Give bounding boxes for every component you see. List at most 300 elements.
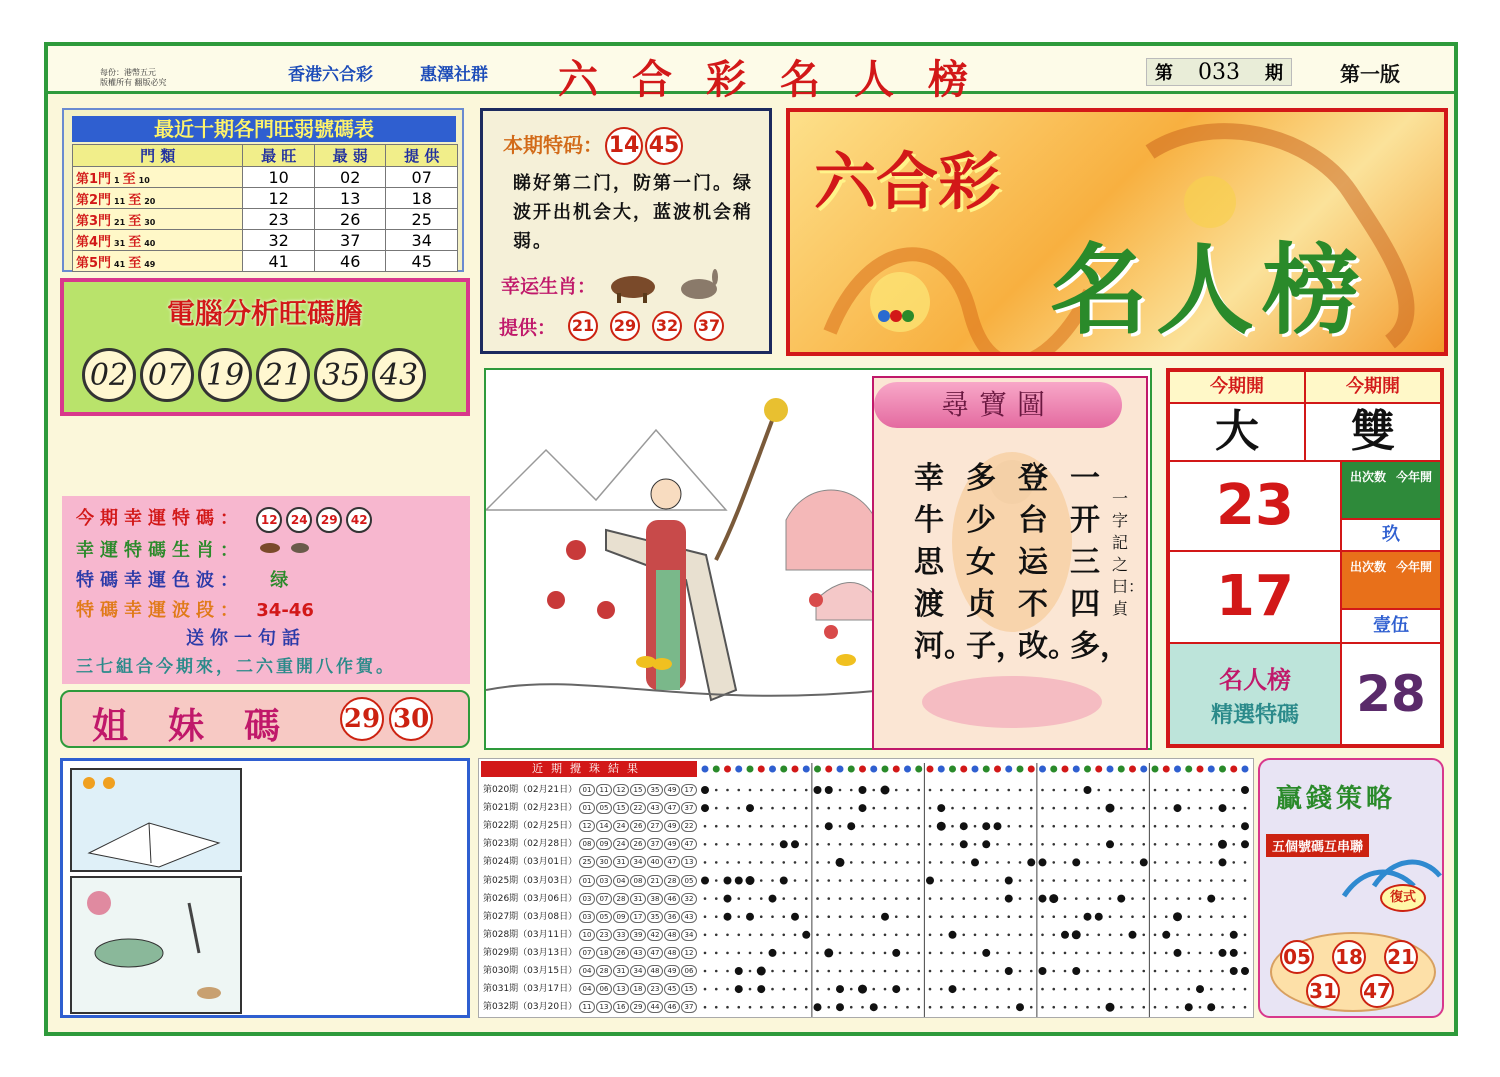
empty-number-marker [985, 1006, 988, 1009]
draw-number: 49 [664, 838, 680, 850]
number-ball: 32 [652, 311, 682, 341]
empty-number-marker [1030, 897, 1033, 900]
drawn-number-marker [1084, 913, 1092, 921]
empty-number-marker [1019, 970, 1022, 973]
draw-number: 04 [579, 983, 595, 995]
empty-number-marker [782, 988, 785, 991]
empty-number-marker [917, 879, 920, 882]
empty-number-marker [1064, 952, 1067, 955]
special-number-marker [1072, 930, 1081, 939]
empty-number-marker [737, 897, 740, 900]
draw-number: 22 [681, 820, 697, 832]
drawn-number-marker [1241, 822, 1249, 830]
empty-number-marker [1142, 789, 1145, 792]
famous-number: 28 [1341, 643, 1441, 745]
result-number-2: 17 [1169, 551, 1341, 643]
ball-color-marker [1230, 766, 1237, 773]
empty-number-marker [1232, 861, 1235, 864]
empty-number-marker [861, 879, 864, 882]
empty-number-marker [760, 915, 763, 918]
empty-number-marker [1199, 879, 1202, 882]
draw-number: 34 [630, 965, 646, 977]
empty-number-marker [1165, 970, 1168, 973]
ball-color-marker [870, 766, 877, 773]
empty-number-marker [884, 879, 887, 882]
empty-number-marker [737, 843, 740, 846]
draw-number: 49 [664, 965, 680, 977]
draw-number: 31 [613, 965, 629, 977]
draw-number: 15 [613, 802, 629, 814]
empty-number-marker [737, 807, 740, 810]
empty-number-marker [850, 934, 853, 937]
issue-badge: 第 033 期 [1146, 58, 1292, 86]
draw-row: 第030期（03月15日） 04 28 31 34 48 49 06 [483, 962, 698, 980]
empty-number-marker [906, 843, 909, 846]
empty-number-marker [1131, 807, 1134, 810]
empty-number-marker [1221, 915, 1224, 918]
ball-color-marker [825, 766, 832, 773]
empty-number-marker [715, 934, 718, 937]
empty-number-marker [895, 807, 898, 810]
empty-number-marker [1244, 988, 1247, 991]
drawn-number-marker [926, 877, 934, 885]
empty-number-marker [1075, 897, 1078, 900]
empty-number-marker [996, 970, 999, 973]
empty-number-marker [749, 952, 752, 955]
empty-number-marker [1154, 970, 1157, 973]
empty-number-marker [1176, 970, 1179, 973]
empty-number-marker [1187, 897, 1190, 900]
empty-number-marker [1221, 789, 1224, 792]
zodiac-animals-icon [256, 536, 316, 556]
empty-number-marker [996, 879, 999, 882]
empty-number-marker [906, 970, 909, 973]
draw-number: 06 [596, 983, 612, 995]
empty-number-marker [996, 843, 999, 846]
drawn-number-marker [825, 786, 833, 794]
empty-number-marker [1221, 1006, 1224, 1009]
computer-numbers [82, 348, 426, 402]
draw-number: 03 [579, 911, 595, 923]
book-frog-illustration-icon [69, 763, 249, 1017]
banner-line-2: 名人榜 [1050, 233, 1369, 348]
empty-number-marker [1142, 843, 1145, 846]
number-ball: 21 [1384, 940, 1418, 974]
empty-number-marker [1221, 988, 1224, 991]
empty-number-marker [1064, 789, 1067, 792]
empty-number-marker [715, 825, 718, 828]
draw-number: 47 [664, 802, 680, 814]
number-ball: 05 [1280, 940, 1314, 974]
empty-number-marker [805, 789, 808, 792]
empty-number-marker [1142, 970, 1145, 973]
empty-number-marker [872, 970, 875, 973]
table-row: 第3門 21 至 30 23 26 25 [73, 209, 458, 230]
empty-number-marker [704, 861, 707, 864]
ball-color-marker [837, 766, 844, 773]
draw-number: 46 [664, 893, 680, 905]
empty-number-marker [850, 988, 853, 991]
empty-number-marker [1154, 879, 1157, 882]
empty-number-marker [1052, 915, 1055, 918]
empty-number-marker [974, 915, 977, 918]
empty-number-marker [861, 1006, 864, 1009]
empty-number-marker [906, 952, 909, 955]
empty-number-marker [839, 934, 842, 937]
empty-number-marker [895, 1006, 898, 1009]
drawn-number-marker [1241, 840, 1249, 848]
count-2: 壹伍 [1341, 609, 1441, 643]
draw-number: 11 [579, 1001, 595, 1013]
ball-color-marker [1242, 766, 1249, 773]
ball-color-marker [1017, 766, 1024, 773]
empty-number-marker [951, 970, 954, 973]
special-number-marker [746, 876, 755, 885]
empty-number-marker [1109, 861, 1112, 864]
empty-number-marker [1221, 970, 1224, 973]
computer-analysis-title: 電腦分析旺碼膽 [166, 297, 363, 330]
empty-number-marker [1210, 934, 1213, 937]
empty-number-marker [861, 952, 864, 955]
empty-number-marker [1131, 897, 1134, 900]
draw-number: 01 [579, 875, 595, 887]
draw-number: 09 [613, 911, 629, 923]
empty-number-marker [715, 952, 718, 955]
empty-number-marker [1142, 897, 1145, 900]
empty-number-marker [1199, 843, 1202, 846]
empty-number-marker [1086, 970, 1089, 973]
empty-number-marker [1244, 879, 1247, 882]
draw-number: 08 [630, 875, 646, 887]
draw-number: 27 [647, 820, 663, 832]
empty-number-marker [895, 897, 898, 900]
empty-number-marker [1064, 970, 1067, 973]
empty-number-marker [940, 861, 943, 864]
draw-row: 第027期（03月08日） 03 05 09 17 35 36 43 [483, 908, 698, 926]
empty-number-marker [1232, 915, 1235, 918]
empty-number-marker [884, 825, 887, 828]
draw-number: 07 [596, 893, 612, 905]
draw-number: 07 [579, 947, 595, 959]
empty-number-marker [1176, 879, 1179, 882]
draw-number: 18 [596, 947, 612, 959]
empty-number-marker [1187, 789, 1190, 792]
empty-number-marker [1109, 934, 1112, 937]
empty-number-marker [906, 825, 909, 828]
drawn-number-marker [1207, 895, 1215, 903]
empty-number-marker [996, 934, 999, 937]
draw-number: 26 [630, 820, 646, 832]
empty-number-marker [1176, 861, 1179, 864]
empty-number-marker [929, 934, 932, 937]
empty-number-marker [1210, 879, 1213, 882]
drawn-number-marker [780, 840, 788, 848]
empty-number-marker [749, 897, 752, 900]
empty-number-marker [929, 789, 932, 792]
empty-number-marker [895, 825, 898, 828]
empty-number-marker [1244, 1006, 1247, 1009]
empty-number-marker [895, 879, 898, 882]
empty-number-marker [782, 807, 785, 810]
empty-number-marker [1232, 897, 1235, 900]
empty-number-marker [895, 915, 898, 918]
ball-color-marker [1174, 766, 1181, 773]
empty-number-marker [1131, 1006, 1134, 1009]
ball-color-marker [1039, 766, 1046, 773]
empty-number-marker [1097, 1006, 1100, 1009]
empty-number-marker [794, 970, 797, 973]
empty-number-marker [884, 843, 887, 846]
empty-number-marker [906, 988, 909, 991]
drawn-number-marker [960, 822, 968, 830]
empty-number-marker [1007, 915, 1010, 918]
empty-number-marker [827, 934, 830, 937]
empty-number-marker [1131, 952, 1134, 955]
empty-number-marker [839, 897, 842, 900]
draw-row: 第020期（02月21日） 01 11 12 15 35 49 17 [483, 781, 698, 799]
empty-number-marker [1041, 1006, 1044, 1009]
empty-number-marker [1199, 1006, 1202, 1009]
empty-number-marker [850, 915, 853, 918]
draw-number: 01 [579, 802, 595, 814]
empty-number-marker [974, 825, 977, 828]
drawn-number-marker [982, 822, 990, 830]
empty-number-marker [704, 970, 707, 973]
drawn-number-marker [892, 949, 900, 957]
empty-number-marker [839, 879, 842, 882]
empty-number-marker [1120, 789, 1123, 792]
drawn-number-marker [746, 913, 754, 921]
drawn-number-marker [1095, 913, 1103, 921]
drawn-number-marker [1241, 967, 1249, 975]
empty-number-marker [1019, 934, 1022, 937]
strategy-subtitle: 五個號碼互串聯 [1266, 834, 1369, 857]
poem-column-4: 幸牛思渡河。 [914, 461, 974, 664]
empty-number-marker [1007, 934, 1010, 937]
empty-number-marker [929, 897, 932, 900]
ball-color-marker [949, 766, 956, 773]
empty-number-marker [1019, 879, 1022, 882]
drawn-number-marker [791, 840, 799, 848]
empty-number-marker [1019, 843, 1022, 846]
empty-number-marker [1030, 988, 1033, 991]
empty-number-marker [1176, 789, 1179, 792]
ball-color-marker [1005, 766, 1012, 773]
empty-number-marker [1019, 915, 1022, 918]
draw-number: 42 [647, 929, 663, 941]
empty-number-marker [771, 861, 774, 864]
empty-number-marker [1165, 1006, 1168, 1009]
drawn-number-marker [1072, 967, 1080, 975]
ball-color-marker [1163, 766, 1170, 773]
empty-number-marker [1199, 807, 1202, 810]
draw-row: 第029期（03月13日） 07 18 26 43 47 48 12 [483, 944, 698, 962]
empty-number-marker [929, 988, 932, 991]
empty-number-marker [906, 879, 909, 882]
empty-number-marker [906, 861, 909, 864]
empty-number-marker [1187, 861, 1190, 864]
empty-number-marker [1154, 934, 1157, 937]
draw-number: 12 [579, 820, 595, 832]
draw-number: 48 [664, 947, 680, 959]
empty-number-marker [1086, 807, 1089, 810]
draw-number: 22 [630, 802, 646, 814]
empty-number-marker [726, 952, 729, 955]
empty-number-marker [996, 988, 999, 991]
draw-number: 05 [596, 911, 612, 923]
empty-number-marker [929, 843, 932, 846]
empty-number-marker [782, 825, 785, 828]
drawn-number-marker [1005, 967, 1013, 975]
empty-number-marker [1097, 970, 1100, 973]
empty-number-marker [726, 861, 729, 864]
empty-number-marker [1131, 789, 1134, 792]
ball-color-marker [848, 766, 855, 773]
special-number-marker [1106, 804, 1115, 813]
drawn-number-marker [994, 822, 1002, 830]
empty-number-marker [749, 825, 752, 828]
ball-color-marker [769, 766, 776, 773]
drawn-number-marker [892, 985, 900, 993]
drawn-number-marker [1196, 985, 1204, 993]
empty-number-marker [1199, 897, 1202, 900]
famous-pick: 名人榜 精選特碼 [1169, 643, 1341, 745]
weak-strong-table: 門 類 最 旺 最 弱 提 供 第1門 1 至 10 10 02 07 第2門 11 至 20 12 13 18 第3門 21 至 30 23 26 25 第4門 31 至 40 32 37 34 第5門 41 至 49 41 46 45 [72, 144, 458, 272]
draw-number: 06 [681, 965, 697, 977]
empty-number-marker [816, 952, 819, 955]
empty-number-marker [794, 897, 797, 900]
draw-number: 40 [647, 856, 663, 868]
draw-results-title: 近期攪珠結果 [481, 761, 697, 777]
empty-number-marker [1165, 807, 1168, 810]
empty-number-marker [974, 807, 977, 810]
empty-number-marker [1244, 897, 1247, 900]
ball-color-marker [1062, 766, 1069, 773]
empty-number-marker [1097, 934, 1100, 937]
empty-number-marker [771, 988, 774, 991]
special-number-marker [1173, 912, 1182, 921]
drawn-number-marker [1174, 949, 1182, 957]
empty-number-marker [760, 897, 763, 900]
empty-number-marker [974, 843, 977, 846]
empty-number-marker [940, 934, 943, 937]
empty-number-marker [917, 970, 920, 973]
special-label: 本期特码： 14 45 [503, 127, 683, 165]
ball-color-marker [1140, 766, 1147, 773]
ball-color-marker [713, 766, 720, 773]
empty-number-marker [805, 807, 808, 810]
empty-number-marker [737, 952, 740, 955]
empty-number-marker [1165, 825, 1168, 828]
empty-number-marker [974, 988, 977, 991]
empty-number-marker [985, 807, 988, 810]
empty-number-marker [1097, 897, 1100, 900]
empty-number-marker [1187, 879, 1190, 882]
empty-number-marker [1086, 861, 1089, 864]
number-ball: 43 [372, 348, 426, 402]
empty-number-marker [872, 952, 875, 955]
poem-column-3: 多少女贞子， [966, 461, 1026, 664]
empty-number-marker [1019, 952, 1022, 955]
draw-number: 05 [681, 875, 697, 887]
empty-number-marker [1210, 789, 1213, 792]
drawn-number-marker [1140, 858, 1148, 866]
drawn-number-marker [1162, 931, 1170, 939]
draw-number: 11 [596, 784, 612, 796]
empty-number-marker [872, 861, 875, 864]
empty-number-marker [1086, 843, 1089, 846]
empty-number-marker [805, 825, 808, 828]
empty-number-marker [850, 807, 853, 810]
empty-number-marker [715, 807, 718, 810]
empty-number-marker [1097, 843, 1100, 846]
poem-column-1: 一开三四多， [1070, 461, 1130, 664]
empty-number-marker [951, 843, 954, 846]
drawn-number-marker [1061, 931, 1069, 939]
empty-number-marker [1019, 988, 1022, 991]
empty-number-marker [861, 843, 864, 846]
empty-number-marker [872, 988, 875, 991]
empty-number-marker [771, 807, 774, 810]
empty-number-marker [917, 915, 920, 918]
empty-number-marker [940, 952, 943, 955]
empty-number-marker [1064, 1006, 1067, 1009]
empty-number-marker [917, 861, 920, 864]
empty-number-marker [749, 1006, 752, 1009]
table-row: 第2門 11 至 20 12 13 18 [73, 188, 458, 209]
empty-number-marker [816, 897, 819, 900]
drawn-number-marker [949, 931, 957, 939]
empty-number-marker [749, 970, 752, 973]
draw-number: 47 [681, 838, 697, 850]
empty-number-marker [872, 934, 875, 937]
ball-color-marker [1219, 766, 1226, 773]
empty-number-marker [951, 825, 954, 828]
draw-number: 15 [681, 983, 697, 995]
empty-number-marker [1187, 988, 1190, 991]
empty-number-marker [827, 879, 830, 882]
empty-number-marker [704, 915, 707, 918]
empty-number-marker [917, 825, 920, 828]
draw-number: 12 [613, 784, 629, 796]
empty-number-marker [782, 789, 785, 792]
number-ball: 07 [140, 348, 194, 402]
drawn-number-marker [949, 985, 957, 993]
drawn-number-marker [735, 985, 743, 993]
empty-number-marker [884, 1006, 887, 1009]
drawn-number-marker [1185, 1003, 1193, 1011]
empty-number-marker [1154, 807, 1157, 810]
draw-dot-grid [697, 759, 1253, 1017]
draw-number: 25 [579, 856, 595, 868]
empty-number-marker [951, 952, 954, 955]
draw-number: 43 [647, 802, 663, 814]
number-ball: 37 [694, 311, 724, 341]
draw-number: 28 [596, 965, 612, 977]
empty-number-marker [929, 915, 932, 918]
ball-color-marker [904, 766, 911, 773]
empty-number-marker [895, 861, 898, 864]
empty-number-marker [917, 952, 920, 955]
empty-number-marker [1041, 843, 1044, 846]
empty-number-marker [1109, 789, 1112, 792]
drawn-number-marker [724, 913, 732, 921]
number-ball: 47 [1360, 974, 1394, 1008]
draw-number: 38 [647, 893, 663, 905]
number-ball: 31 [1306, 974, 1340, 1008]
empty-number-marker [1019, 825, 1022, 828]
empty-number-marker [1154, 952, 1157, 955]
